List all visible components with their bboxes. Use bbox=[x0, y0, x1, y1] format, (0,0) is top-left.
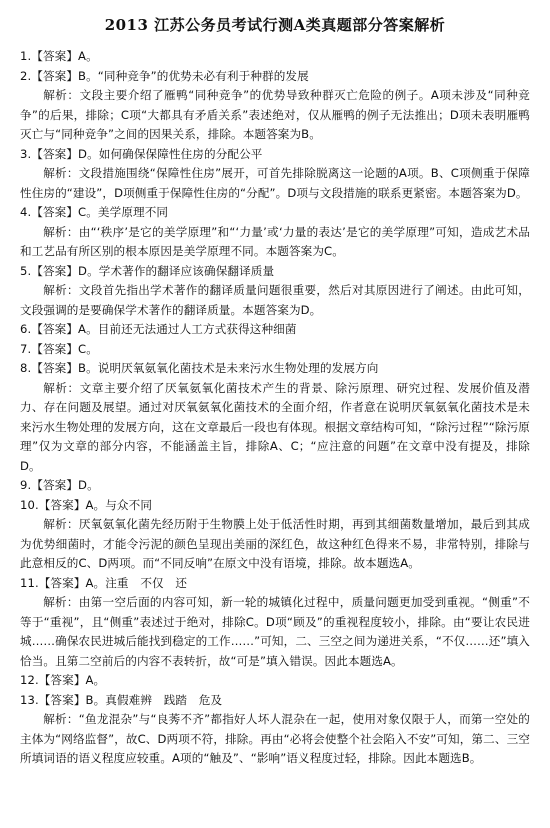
answer-list bbox=[20, 47, 530, 769]
explanation-paragraph: 解析：文段措施围绕“保障性住房”展开，可首先排除脱离这一论题的A项。B、C项侧重于保障性住房的“建设”，D项侧重于保障性住房的“分配”。D项与文段措施的联系更紧密。本题答案为D。 bbox=[20, 166, 530, 200]
answer-item bbox=[20, 691, 530, 769]
answer-item bbox=[20, 476, 530, 496]
explanation-paragraph: 解析：文章主要介绍了厌氧氨氧化菌技术产生的背景、除污原理、研究过程、发展价值及潜力、存在问题及展望。通过对厌氧氨氧化菌技术的全面介绍，作者意在说明厌氧氨氧化菌技术是未来污水生物处理的发展方向，这在文章最后一段也有体现。根据文章结构可知，“除污过程”“除污原理”仅为文章的部分内容，不能涵盖主旨，排除A、C；“应注意的问题”在文章中没有提及，排除D。 bbox=[20, 380, 530, 473]
explanation-paragraph: 解析：由第一空后面的内容可知，新一轮的城镇化过程中，质量问题更加受到重视。“侧重”不等于“重视”，且“侧重”表述过于绝对，排除C。D项“顾及”的重视程度较小，排除。由“要让农民进城……确保农民进城后能找到稳定的工作……”可知，二、三空之间为递进关系，“不仅……还”填入恰当。且第二空前后的内容不表转折，故“可是”填入错误。因此本题选A。 bbox=[20, 595, 530, 668]
answer-line: 9.【答案】D。 bbox=[20, 478, 99, 492]
answer-line: 3.【答案】D。如何确保保障性住房的分配公平 bbox=[20, 146, 263, 161]
answer-line: 12.【答案】A。 bbox=[20, 673, 106, 687]
answer-line: 10.【答案】A。与众不同 bbox=[20, 497, 153, 512]
answer-line: 5.【答案】D。学术著作的翻译应该确保翻译质量 bbox=[20, 263, 275, 278]
answer-item bbox=[20, 145, 530, 204]
answer-line: 4.【答案】C。美学原理不同 bbox=[20, 205, 169, 219]
answer-item bbox=[20, 671, 530, 691]
explanation-paragraph: 解析：文段首先指出学术著作的翻译质量问题很重要，然后对其原因进行了阐述。由此可知，文段强调的是要确保学术著作的翻译质量。本题答案为D。 bbox=[20, 283, 530, 317]
answer-item bbox=[20, 320, 530, 340]
answer-item bbox=[20, 262, 530, 321]
answer-line: 7.【答案】C。 bbox=[20, 341, 98, 356]
answer-item bbox=[20, 496, 530, 574]
answer-item bbox=[20, 340, 530, 360]
explanation-paragraph: 解析：“鱼龙混杂”与“良莠不齐”都指好人坏人混杂在一起，使用对象仅限于人，而第一空处的主体为“网络监督”，故C、D两项不符，排除。再由“必将会使整个社会陷入不安”可知，第二、三空所填词语的语义程度应较重。A项的“触及”、“影响”语义程度过轻，排除。因此本题选B。 bbox=[20, 712, 530, 765]
answer-item bbox=[20, 203, 530, 262]
answer-item bbox=[20, 359, 530, 476]
answer-line: 1.【答案】A。 bbox=[20, 49, 98, 63]
explanation-paragraph: 解析：厌氧氨氧化菌先经历附于生物膜上处于低活性时期，再到其细菌数量增加，最后到其成为优势细菌时，才能令污泥的颜色呈现出美丽的深红色，故这种红色得来不易，非常特别，排除与此意相反的C、D两项。而“不同反响”在原文中没有语境，排除。故本题选A。 bbox=[20, 517, 530, 570]
answer-item bbox=[20, 47, 530, 67]
explanation-paragraph: 解析：由“‘秩序’是它的美学原理”和“‘力量’或‘力量的表达’是它的美学原理”可知，造成艺术品和工艺品有所区别的根本原因是美学原理不同。本题答案为C。 bbox=[20, 224, 530, 258]
answer-item bbox=[20, 67, 530, 145]
answer-line: 2.【答案】B。“同种竞争”的优势未必有利于种群的发展 bbox=[20, 68, 309, 83]
answer-line: 6.【答案】A。目前还无法通过人工方式获得这种细菌 bbox=[20, 322, 297, 336]
answer-line: 8.【答案】B。说明厌氧氨氧化菌技术是未来污水生物处理的发展方向 bbox=[20, 361, 379, 375]
answer-line: 13.【答案】B。真假难辨 践踏 危及 bbox=[20, 692, 223, 707]
answer-line: 11.【答案】A。注重 不仅 还 bbox=[20, 575, 188, 590]
explanation-paragraph: 解析：文段主要介绍了雁鸭“同种竞争”的优势导致种群灭亡危险的例子。A项未涉及“同种竞争”的后果，排除；C项“大都具有矛盾关系”表述绝对，仅从雁鸭的例子无法推出；D项未表明雁鸭灭亡与“同种竞争”之间的因果关系，排除。本题答案为B。 bbox=[20, 88, 530, 141]
document-title: 2013 江苏公务员考试行测A类真题部分答案解析 bbox=[104, 16, 446, 34]
answer-item bbox=[20, 574, 530, 672]
